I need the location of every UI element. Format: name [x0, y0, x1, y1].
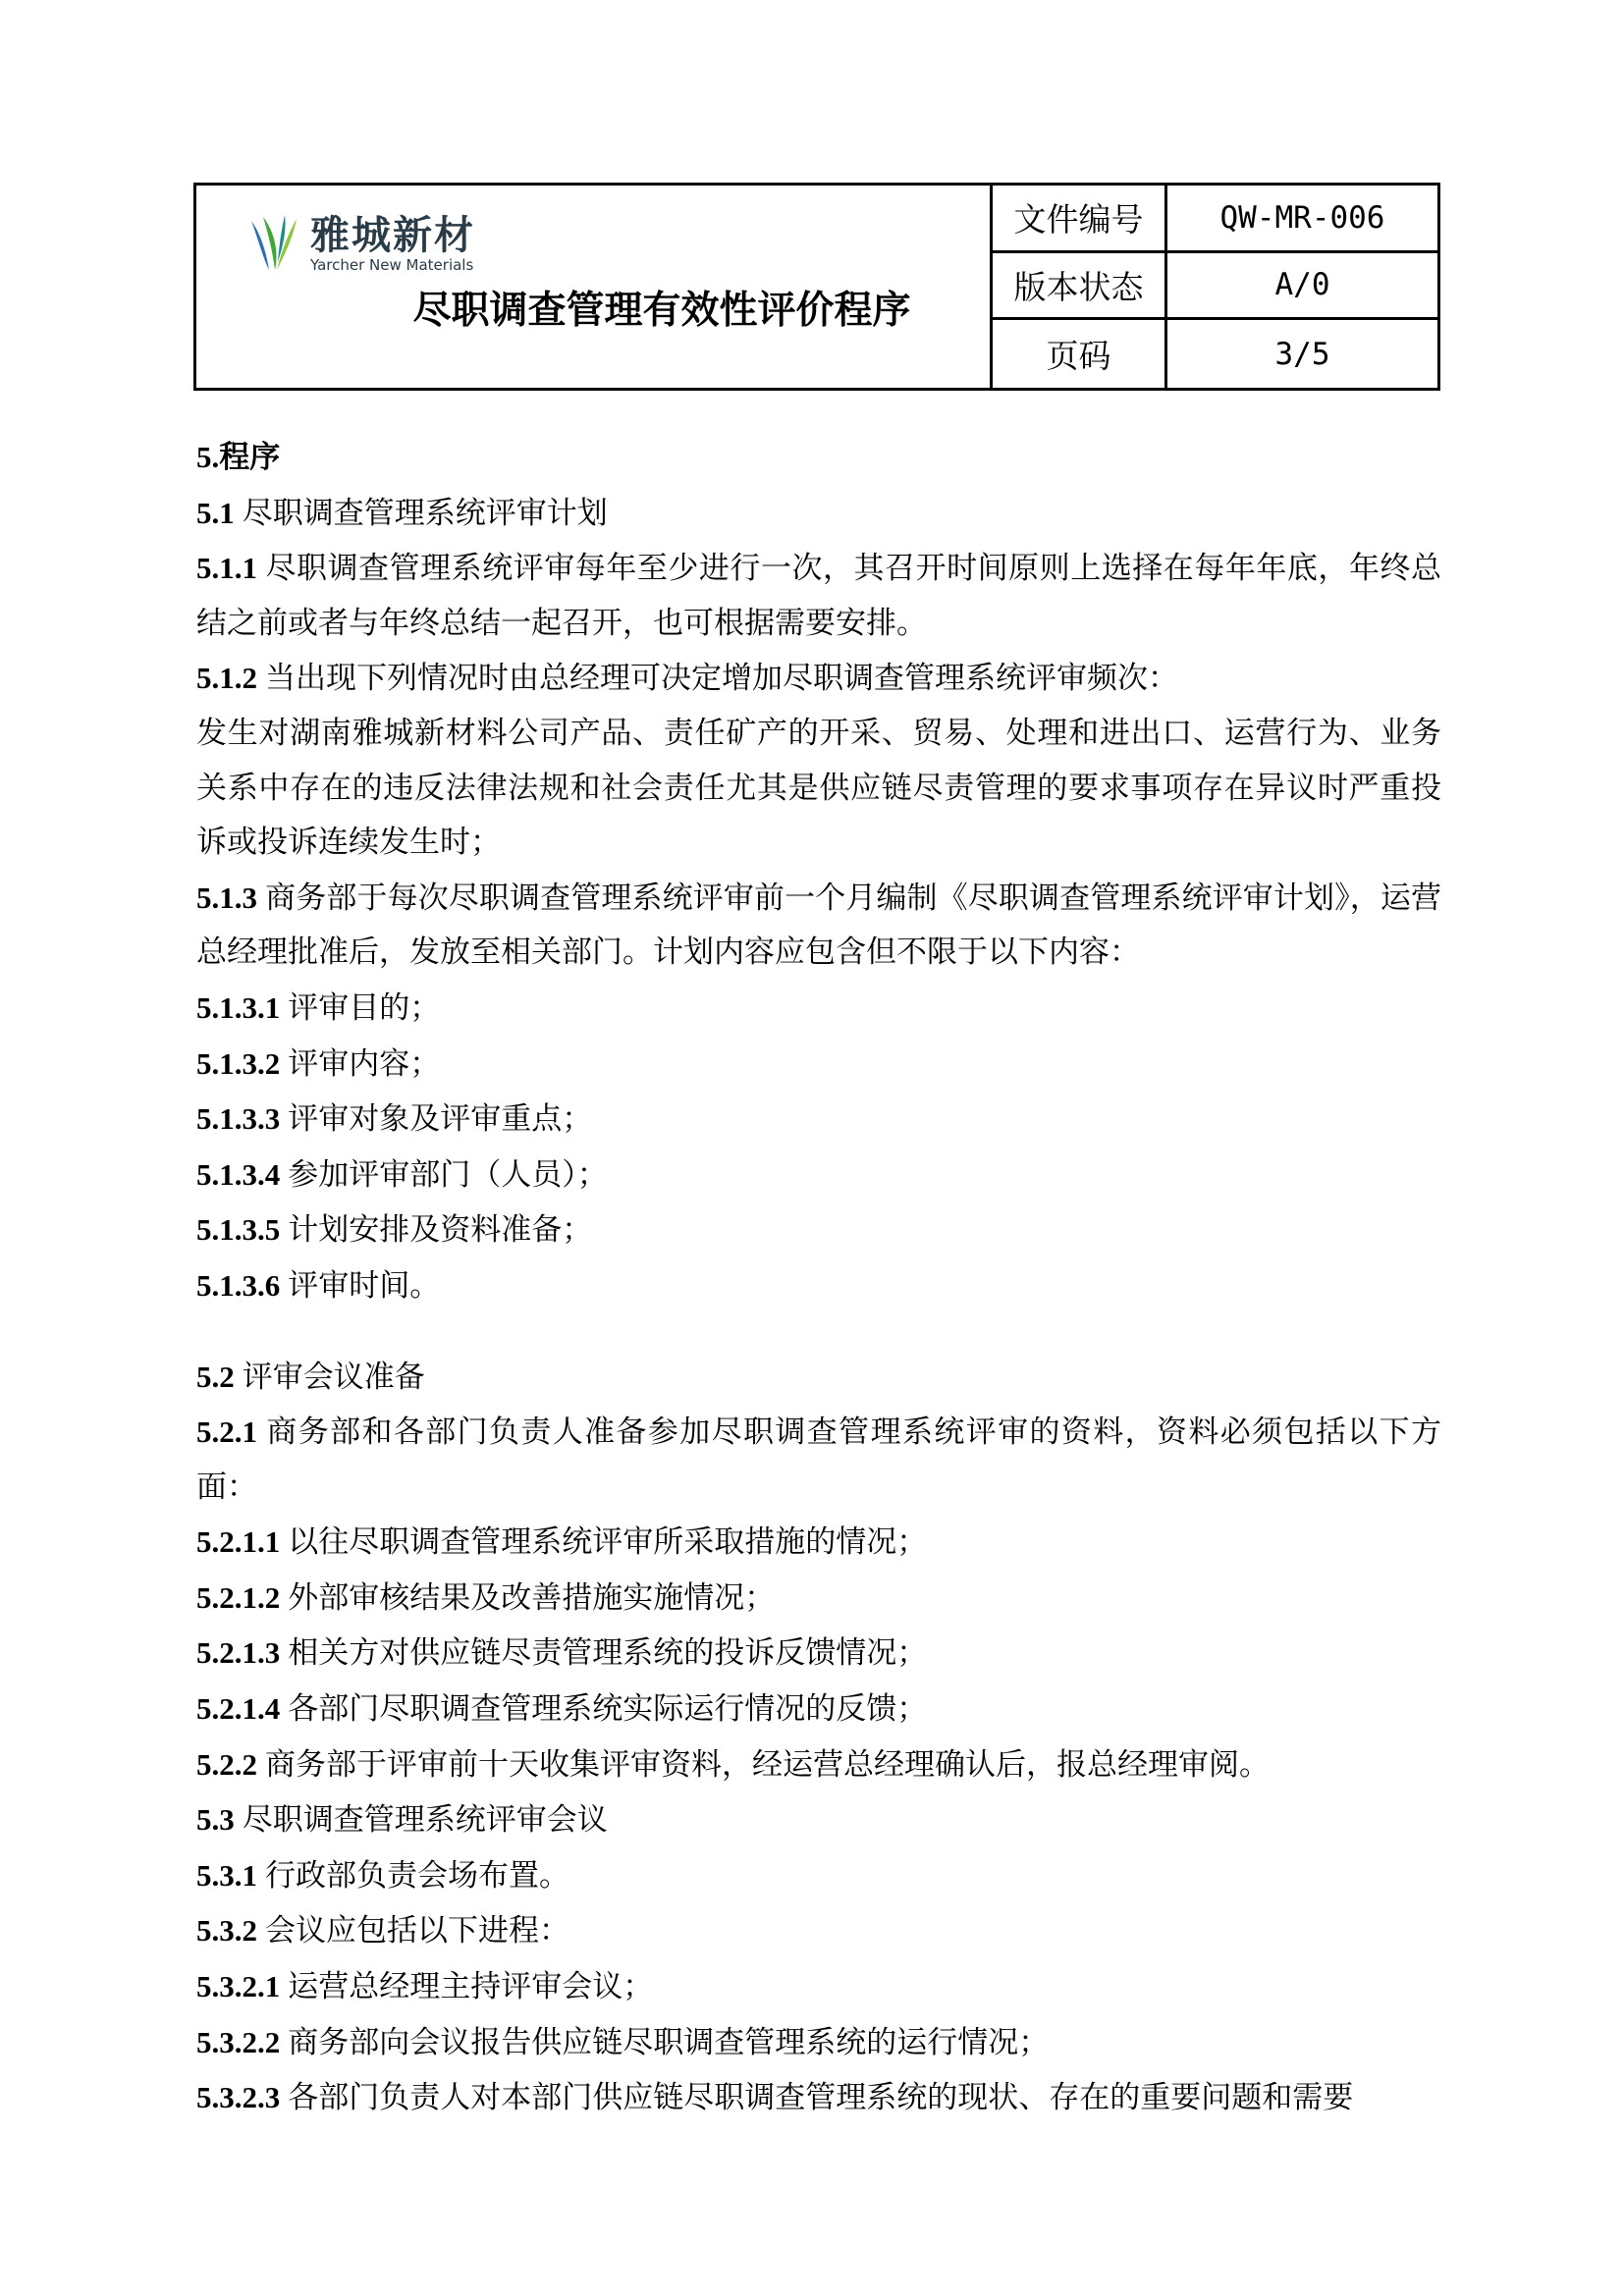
paragraph-text: 运营总经理主持评审会议；: [288, 1969, 654, 2005]
document-body: [196, 430, 1441, 2126]
section-number: 5.2.2: [196, 1746, 257, 1782]
logo-english-name: Yarcher New Materials: [310, 256, 474, 274]
paragraph-text: 会议应包括以下进程：: [265, 1913, 569, 1949]
section-number: 5.1.3.1: [196, 989, 281, 1025]
paragraph-text: 尽职调查管理系统评审会议: [242, 1802, 608, 1839]
page-label: 页码: [993, 320, 1167, 388]
paragraph-text: 评审内容；: [288, 1045, 441, 1082]
section-number: 5.1.3.3: [196, 1101, 281, 1137]
paragraph: [196, 1737, 1441, 1793]
paragraph-text: 尽职调查管理系统评审计划: [242, 495, 608, 531]
section-spacer: [196, 1314, 1441, 1350]
paragraph: [196, 2070, 1441, 2126]
section-number: 5.3.2.3: [196, 2080, 281, 2115]
paragraph: [196, 1202, 1441, 1258]
version-label: 版本状态: [993, 253, 1167, 321]
section-number: 5.2.1.2: [196, 1579, 281, 1615]
paragraph-text: 计划安排及资料准备；: [288, 1212, 593, 1249]
paragraph: [196, 1626, 1441, 1682]
section-number: 5.2: [196, 1359, 235, 1394]
section-number: 5.2.1.4: [196, 1691, 281, 1727]
paragraph: [196, 1092, 1441, 1148]
paragraph-text: 评审时间。: [288, 1267, 441, 1304]
paragraph: [196, 651, 1441, 707]
paragraph: [196, 486, 1441, 542]
paragraph-text: 评审会议准备: [242, 1359, 425, 1395]
paragraph: [196, 871, 1441, 981]
section-number: 5.3.2: [196, 1913, 257, 1949]
paragraph: [196, 1903, 1441, 1959]
paragraph: [196, 1682, 1441, 1737]
paragraph-text: 各部门负责人对本部门供应链尽职调查管理系统的现状、存在的重要问题和需要: [288, 2080, 1354, 2116]
page-value: 3/5: [1274, 336, 1330, 372]
paragraph: [196, 1037, 1441, 1093]
document-header-table: [193, 183, 1440, 391]
document-title: 尽职调查管理有效性评价程序: [412, 289, 911, 333]
company-logo: [245, 213, 475, 274]
logo-chinese-name: 雅城新材: [310, 213, 475, 258]
paragraph-text: 商务部和各部门负责人准备参加尽职调查管理系统评审的资料，资料必须包括以下方面：: [196, 1415, 1441, 1505]
logo-mark-icon: [245, 213, 302, 274]
section-number: 5.2.1: [196, 1415, 257, 1450]
paragraph-text: 外部审核结果及改善措施实施情况；: [288, 1579, 776, 1616]
header-logo-title-cell: [196, 186, 993, 388]
section-number: 5.3.1: [196, 1857, 257, 1893]
paragraph-text: 以往尽职调查管理系统评审所采取措施的情况；: [288, 1524, 928, 1561]
paragraph-text: 当出现下列情况时由总经理可决定增加尽职调查管理系统评审频次：: [265, 661, 1178, 697]
section-number: 5.程序: [196, 440, 281, 474]
section-number: 5.2.1.3: [196, 1635, 281, 1671]
paragraph-text: 商务部于评审前十天收集评审资料，经运营总经理确认后，报总经理审阅。: [265, 1746, 1270, 1783]
section-number: 5.3: [196, 1802, 235, 1838]
paragraph-text: 商务部向会议报告供应链尽职调查管理系统的运行情况；: [288, 2024, 1050, 2060]
paragraph-text: 评审对象及评审重点；: [288, 1101, 593, 1138]
paragraph-text: 商务部于每次尽职调查管理系统评审前一个月编制《尽职调查管理系统评审计划》，运营总经理批准后，发放至相关部门。计划内容应包含但不限于以下内容：: [196, 880, 1441, 971]
paragraph: [196, 1405, 1441, 1515]
paragraph-text: 发生对湖南雅城新材料公司产品、责任矿产的开采、贸易、处理和进出口、运营行为、业务关系中存在的违反法律法规和社会责任尤其是供应链尽责管理的要求事项存在异议时严重投诉或投诉连续发生时；: [196, 715, 1441, 861]
paragraph-text: 各部门尽职调查管理系统实际运行情况的反馈；: [288, 1691, 928, 1728]
paragraph-text: 参加评审部门（人员）；: [288, 1156, 608, 1193]
paragraph: [196, 1148, 1441, 1203]
paragraph-text: 行政部负责会场布置。: [265, 1857, 569, 1894]
paragraph: [196, 1848, 1441, 1904]
paragraph: [196, 981, 1441, 1037]
paragraph-text: 评审目的；: [288, 989, 441, 1026]
version-value: A/0: [1167, 253, 1437, 321]
section-number: 5.1.3: [196, 880, 257, 915]
section-number: 5.1.1: [196, 551, 257, 586]
paragraph-text: 相关方对供应链尽责管理系统的投诉反馈情况；: [288, 1635, 928, 1672]
section-number: 5.2.1.1: [196, 1524, 281, 1560]
doc-number-label: 文件编号: [993, 186, 1167, 253]
paragraph: [196, 1959, 1441, 2015]
paragraph: [196, 1792, 1441, 1848]
paragraph-text: 尽职调查管理系统评审每年至少进行一次，其召开时间原则上选择在每年年底，年终总结之前或者与年终总结一起召开，也可根据需要安排。: [196, 551, 1441, 641]
section-number: 5.1.3.4: [196, 1156, 281, 1192]
paragraph: [196, 1571, 1441, 1627]
section-number: 5.1.3.2: [196, 1045, 281, 1081]
paragraph: [196, 430, 1441, 486]
section-number: 5.1: [196, 495, 235, 530]
paragraph: [196, 1258, 1441, 1314]
paragraph: [196, 707, 1441, 871]
paragraph: [196, 1515, 1441, 1571]
section-number: 5.1.3.5: [196, 1212, 281, 1248]
section-number: 5.3.2.2: [196, 2024, 281, 2059]
paragraph: [196, 1350, 1441, 1406]
section-number: 5.1.3.6: [196, 1267, 281, 1303]
paragraph: [196, 2015, 1441, 2071]
paragraph: [196, 541, 1441, 651]
doc-number-value: QW-MR-006: [1167, 186, 1437, 253]
section-number: 5.1.2: [196, 661, 257, 696]
section-number: 5.3.2.1: [196, 1969, 281, 2004]
